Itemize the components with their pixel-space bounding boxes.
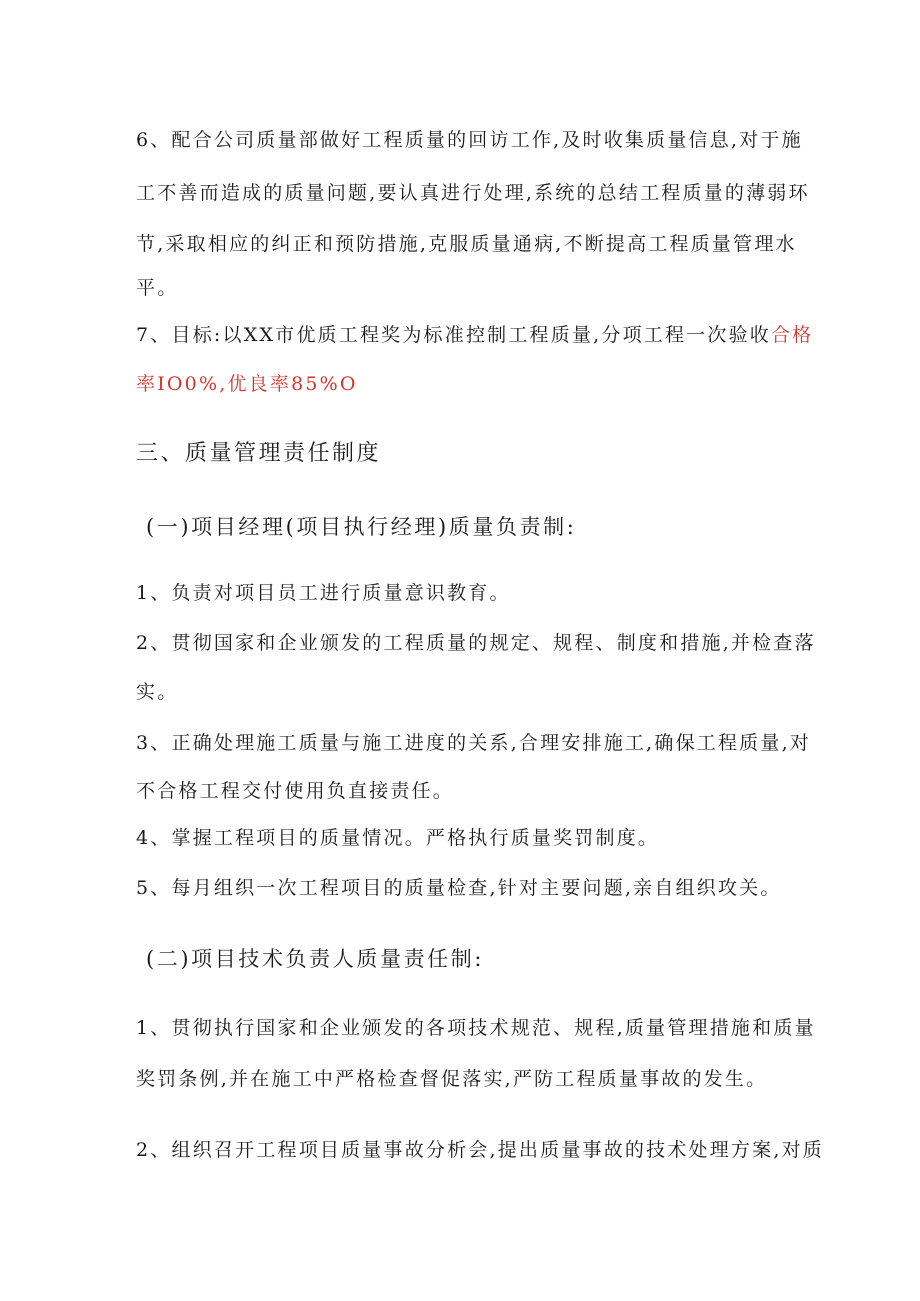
item-6-line-3: 节,采取相应的纠正和预防措施,克服质量通病,不断提高工程质量管理水: [136, 233, 797, 255]
item-7-text: 7、目标:以XX市优质工程奖为标准控制工程质量,分项工程一次验收: [136, 324, 771, 346]
item-6-line-1: 6、配合公司质量部做好工程质量的回访工作,及时收集质量信息,对于施: [136, 129, 803, 151]
section-3-title: 三、质量管理责任制度: [136, 441, 382, 466]
subsection-2-item-2-line-1: 2、组织召开工程项目质量事故分析会,提出质量事故的技术处理方案,对质: [136, 1139, 824, 1161]
subsection-1-item-3-line-2: 不合格工程交付使用负直接责任。: [136, 780, 455, 802]
item-6-line-2: 工不善而造成的质量问题,要认真进行处理,系统的总结工程质量的薄弱环: [136, 182, 810, 204]
item-7-highlight-1: 合格: [770, 324, 814, 346]
item-7-line-1: [136, 323, 813, 347]
item-7-highlight-2: 率IO0%,优良率85%O: [136, 373, 358, 395]
subsection-1-title: (一)项目经理(项目执行经理)质量负责制:: [146, 515, 577, 539]
item-6-line-4: 平。: [136, 277, 179, 299]
subsection-1-item-1: 1、负责对项目员工进行质量意识教育。: [136, 582, 511, 604]
subsection-1-item-3-line-1: 3、正确处理施工质量与施工进度的关系,合理安排施工,确保工程质量,对: [136, 732, 812, 754]
subsection-1-item-2-line-2: 实。: [136, 681, 179, 703]
subsection-1-item-4: 4、掌握工程项目的质量情况。严格执行质量奖罚制度。: [136, 827, 660, 849]
subsection-1-item-2-line-1: 2、贯彻国家和企业颁发的工程质量的规定、规程、制度和措施,并检查落: [136, 632, 816, 654]
subsection-2-item-1-line-1: 1、贯彻执行国家和企业颁发的各项技术规范、规程,质量管理措施和质量: [136, 1017, 816, 1039]
subsection-1-item-5: 5、每月组织一次工程项目的质量检查,针对主要问题,亲自组织攻关。: [136, 877, 782, 899]
subsection-2-item-1-line-2: 奖罚条例,并在施工中严格检查督促落实,严防工程质量事故的发生。: [136, 1068, 768, 1090]
subsection-2-title: (二)项目技术负责人质量责任制:: [146, 947, 485, 971]
